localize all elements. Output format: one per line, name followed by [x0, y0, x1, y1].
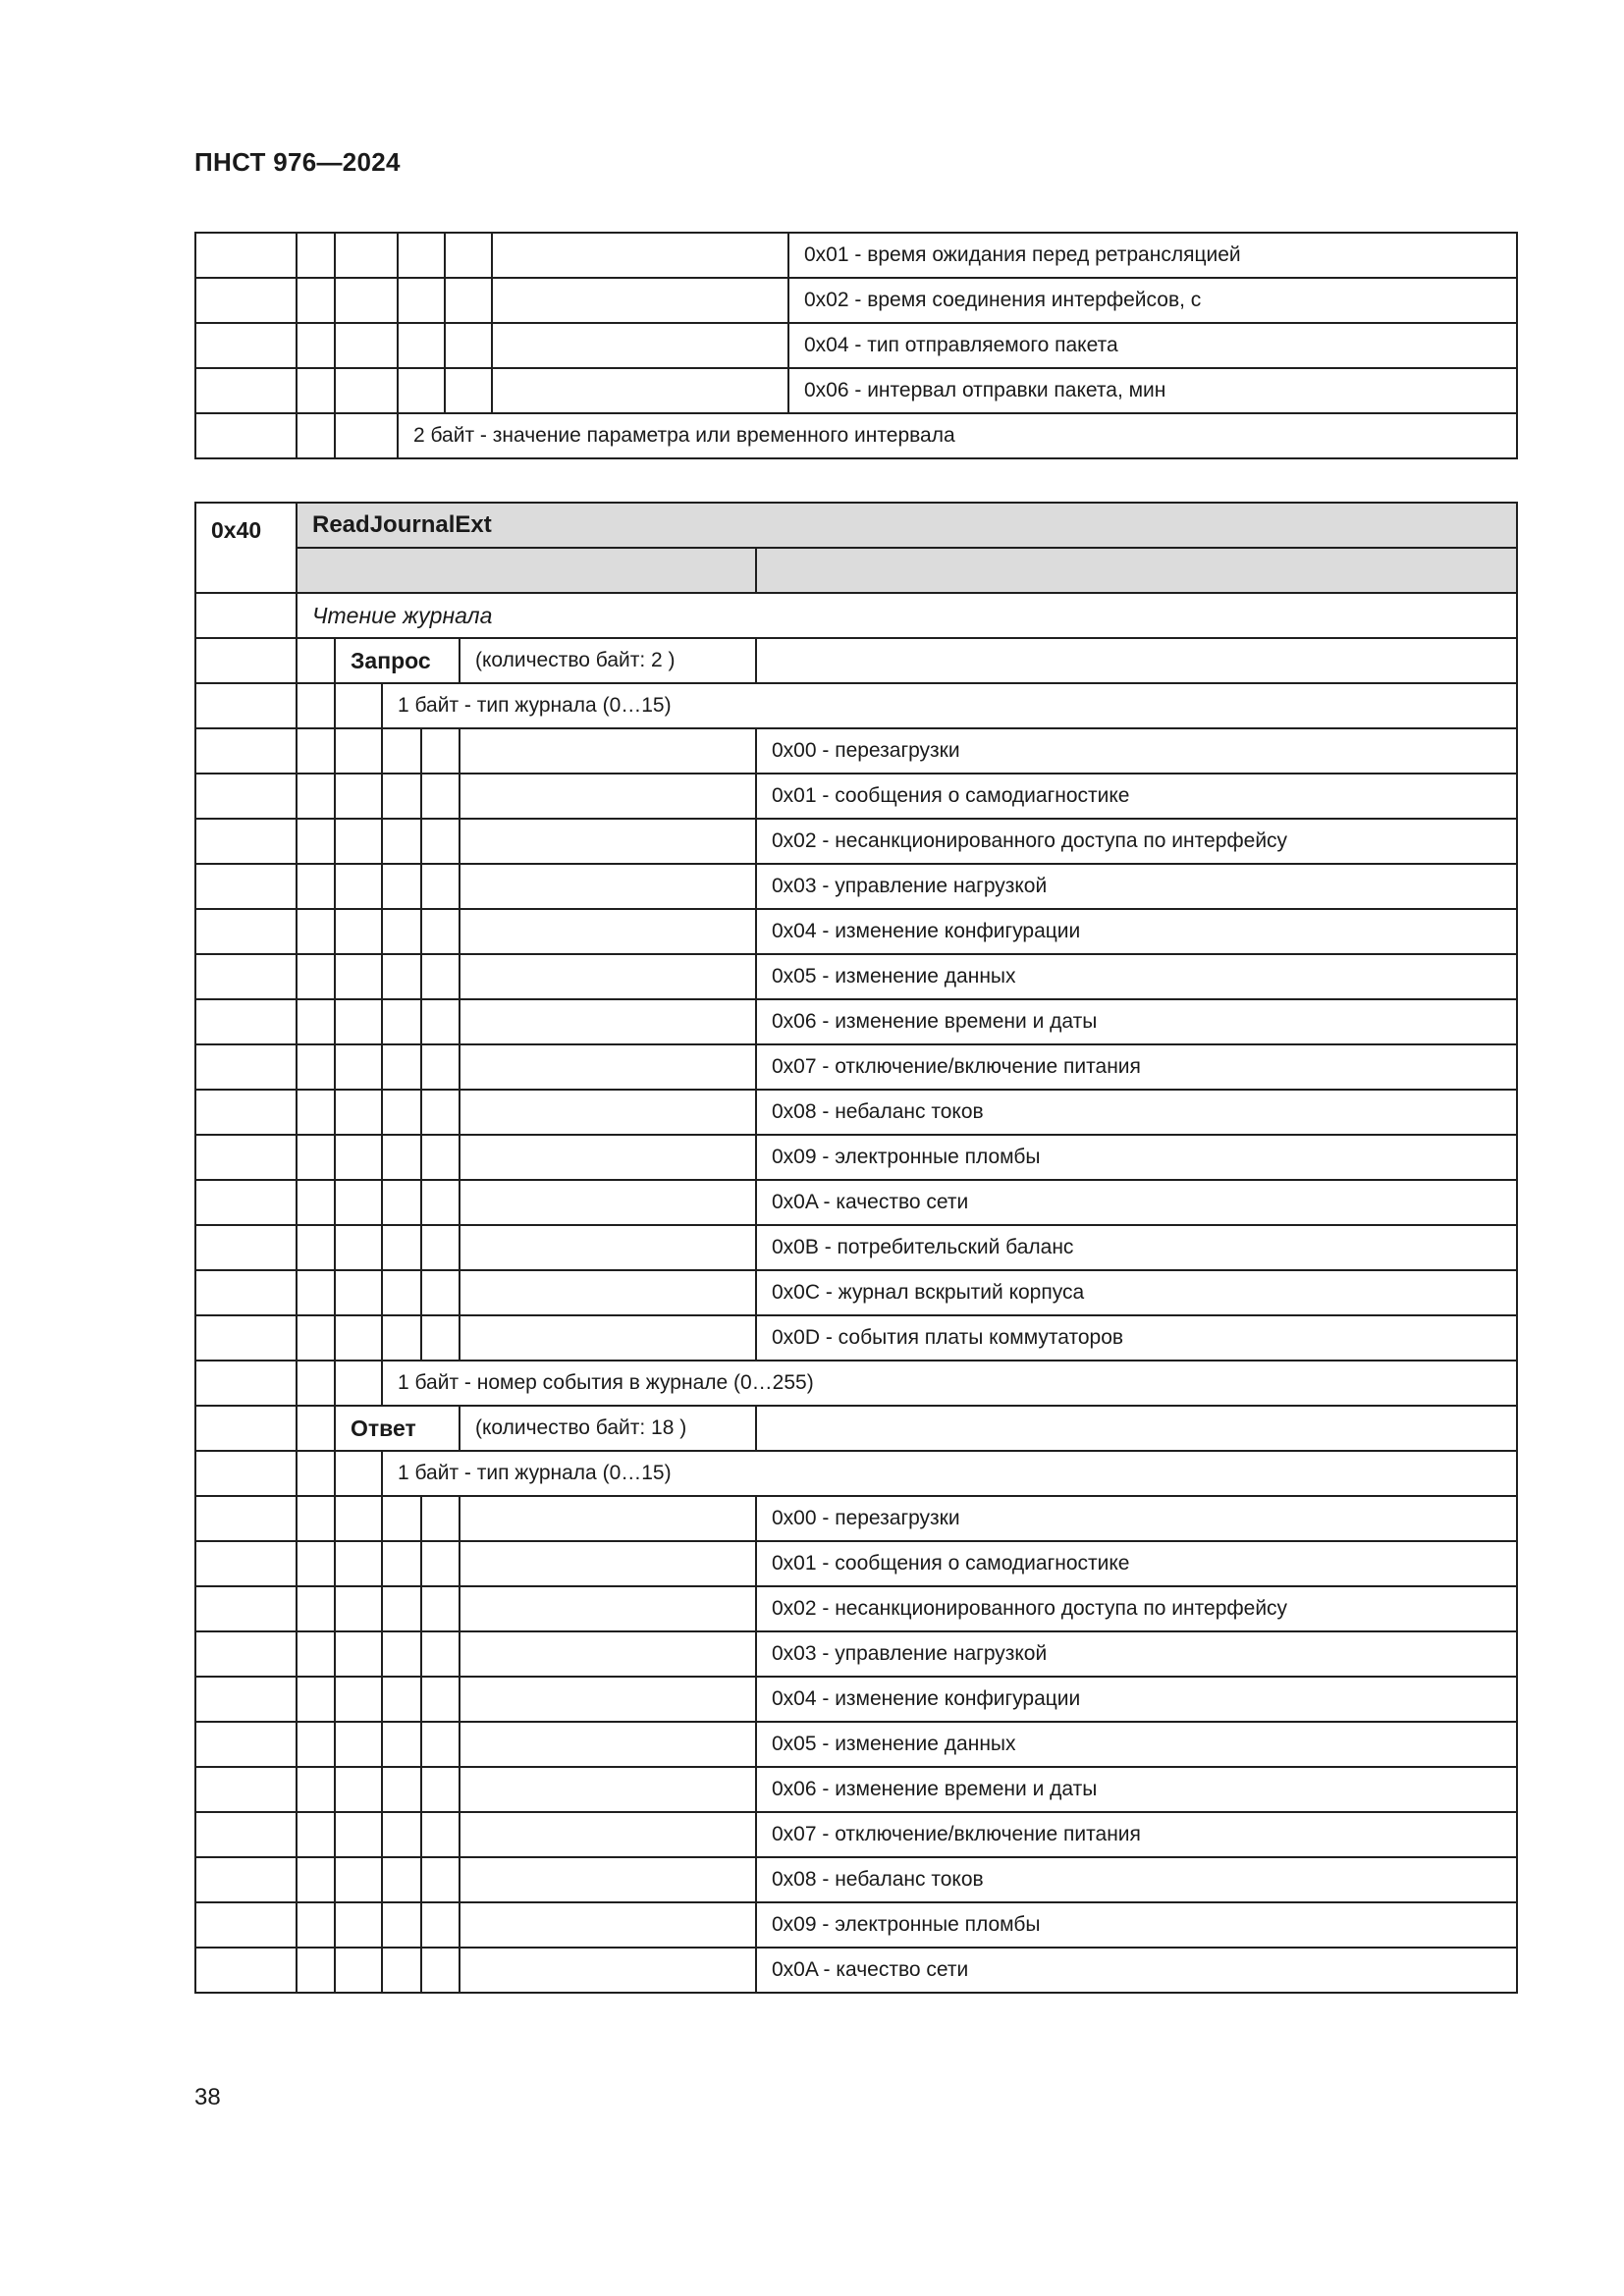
response-label: Ответ	[335, 1406, 460, 1451]
journal-type-value: 0x00 - перезагрузки	[756, 1496, 1517, 1541]
journal-type-value: 0x01 - сообщения о самодиагностике	[756, 1541, 1517, 1586]
journal-type-value: 0x09 - электронные пломбы	[756, 1135, 1517, 1180]
table-row	[195, 774, 1517, 819]
table-continuation	[194, 232, 1518, 459]
journal-type-value: 0x0B - потребительский баланс	[756, 1225, 1517, 1270]
table-row	[195, 413, 1517, 458]
table-row	[195, 1631, 1517, 1677]
request-event-number-label: 1 байт - номер события в журнале (0…255)	[382, 1361, 1517, 1406]
page-number: 38	[194, 2084, 221, 2110]
journal-type-value: 0x05 - изменение данных	[756, 954, 1517, 999]
journal-type-value: 0x04 - изменение конфигурации	[756, 909, 1517, 954]
table-row	[195, 1677, 1517, 1722]
command-code: 0x40	[195, 503, 297, 593]
table-row	[195, 909, 1517, 954]
journal-type-value: 0x08 - небаланс токов	[756, 1857, 1517, 1902]
table-row	[195, 728, 1517, 774]
table-row	[195, 1541, 1517, 1586]
table-row	[195, 1270, 1517, 1315]
table-row	[195, 1586, 1517, 1631]
table-row	[195, 233, 1517, 278]
journal-type-value: 0x0C - журнал вскрытий корпуса	[756, 1270, 1517, 1315]
table-row	[195, 1361, 1517, 1406]
journal-type-value: 0x02 - несанкционированного доступа по интерфейсу	[756, 819, 1517, 864]
param-value: 0x06 - интервал отправки пакета, мин	[788, 368, 1517, 413]
request-byte-count: (количество байт: 2 )	[460, 638, 756, 683]
table-row	[195, 278, 1517, 323]
request-journal-type-label: 1 байт - тип журнала (0…15)	[382, 683, 1517, 728]
journal-type-value: 0x06 - изменение времени и даты	[756, 999, 1517, 1044]
table-row	[195, 323, 1517, 368]
table-row	[195, 683, 1517, 728]
param-value: 0x02 - время соединения интерфейсов, с	[788, 278, 1517, 323]
journal-type-value: 0x04 - изменение конфигурации	[756, 1677, 1517, 1722]
table-row	[195, 1722, 1517, 1767]
table-row	[195, 1767, 1517, 1812]
table-row	[195, 1451, 1517, 1496]
table-row	[195, 1315, 1517, 1361]
request-label: Запрос	[335, 638, 460, 683]
journal-type-value: 0x0A - качество сети	[756, 1948, 1517, 1993]
table-row	[195, 1857, 1517, 1902]
journal-type-value: 0x03 - управление нагрузкой	[756, 864, 1517, 909]
command-subheader-row	[195, 548, 1517, 593]
journal-type-value: 0x08 - небаланс токов	[756, 1090, 1517, 1135]
table-row	[195, 1496, 1517, 1541]
table-row	[195, 368, 1517, 413]
journal-type-value: 0x00 - перезагрузки	[756, 728, 1517, 774]
journal-type-value: 0x02 - несанкционированного доступа по интерфейсу	[756, 1586, 1517, 1631]
command-description: Чтение журнала	[297, 593, 1517, 638]
response-byte-count: (количество байт: 18 )	[460, 1406, 756, 1451]
table-row	[195, 1948, 1517, 1993]
table-row	[195, 819, 1517, 864]
document-header: ПНСТ 976—2024	[194, 147, 401, 177]
command-name: ReadJournalExt	[297, 503, 1517, 548]
table-row	[195, 999, 1517, 1044]
param-value: 0x01 - время ожидания перед ретрансляцией	[788, 233, 1517, 278]
description-row	[195, 593, 1517, 638]
table-row	[195, 954, 1517, 999]
table-row	[195, 1902, 1517, 1948]
journal-type-value: 0x0D - события платы коммутаторов	[756, 1315, 1517, 1361]
response-header-row	[195, 1406, 1517, 1451]
table-read-journal-ext	[194, 502, 1518, 1994]
journal-type-value: 0x01 - сообщения о самодиагностике	[756, 774, 1517, 819]
command-title-row	[195, 503, 1517, 548]
table-row	[195, 1180, 1517, 1225]
journal-type-value: 0x07 - отключение/включение питания	[756, 1812, 1517, 1857]
table-row	[195, 1225, 1517, 1270]
journal-type-value: 0x0A - качество сети	[756, 1180, 1517, 1225]
response-journal-type-label: 1 байт - тип журнала (0…15)	[382, 1451, 1517, 1496]
param-description: 2 байт - значение параметра или временного интервала	[398, 413, 1517, 458]
table-row	[195, 1044, 1517, 1090]
request-header-row	[195, 638, 1517, 683]
journal-type-value: 0x09 - электронные пломбы	[756, 1902, 1517, 1948]
table-row	[195, 1135, 1517, 1180]
table-row	[195, 1090, 1517, 1135]
journal-type-value: 0x05 - изменение данных	[756, 1722, 1517, 1767]
table-row	[195, 1812, 1517, 1857]
table-row	[195, 864, 1517, 909]
journal-type-value: 0x06 - изменение времени и даты	[756, 1767, 1517, 1812]
param-value: 0x04 - тип отправляемого пакета	[788, 323, 1517, 368]
journal-type-value: 0x03 - управление нагрузкой	[756, 1631, 1517, 1677]
journal-type-value: 0x07 - отключение/включение питания	[756, 1044, 1517, 1090]
